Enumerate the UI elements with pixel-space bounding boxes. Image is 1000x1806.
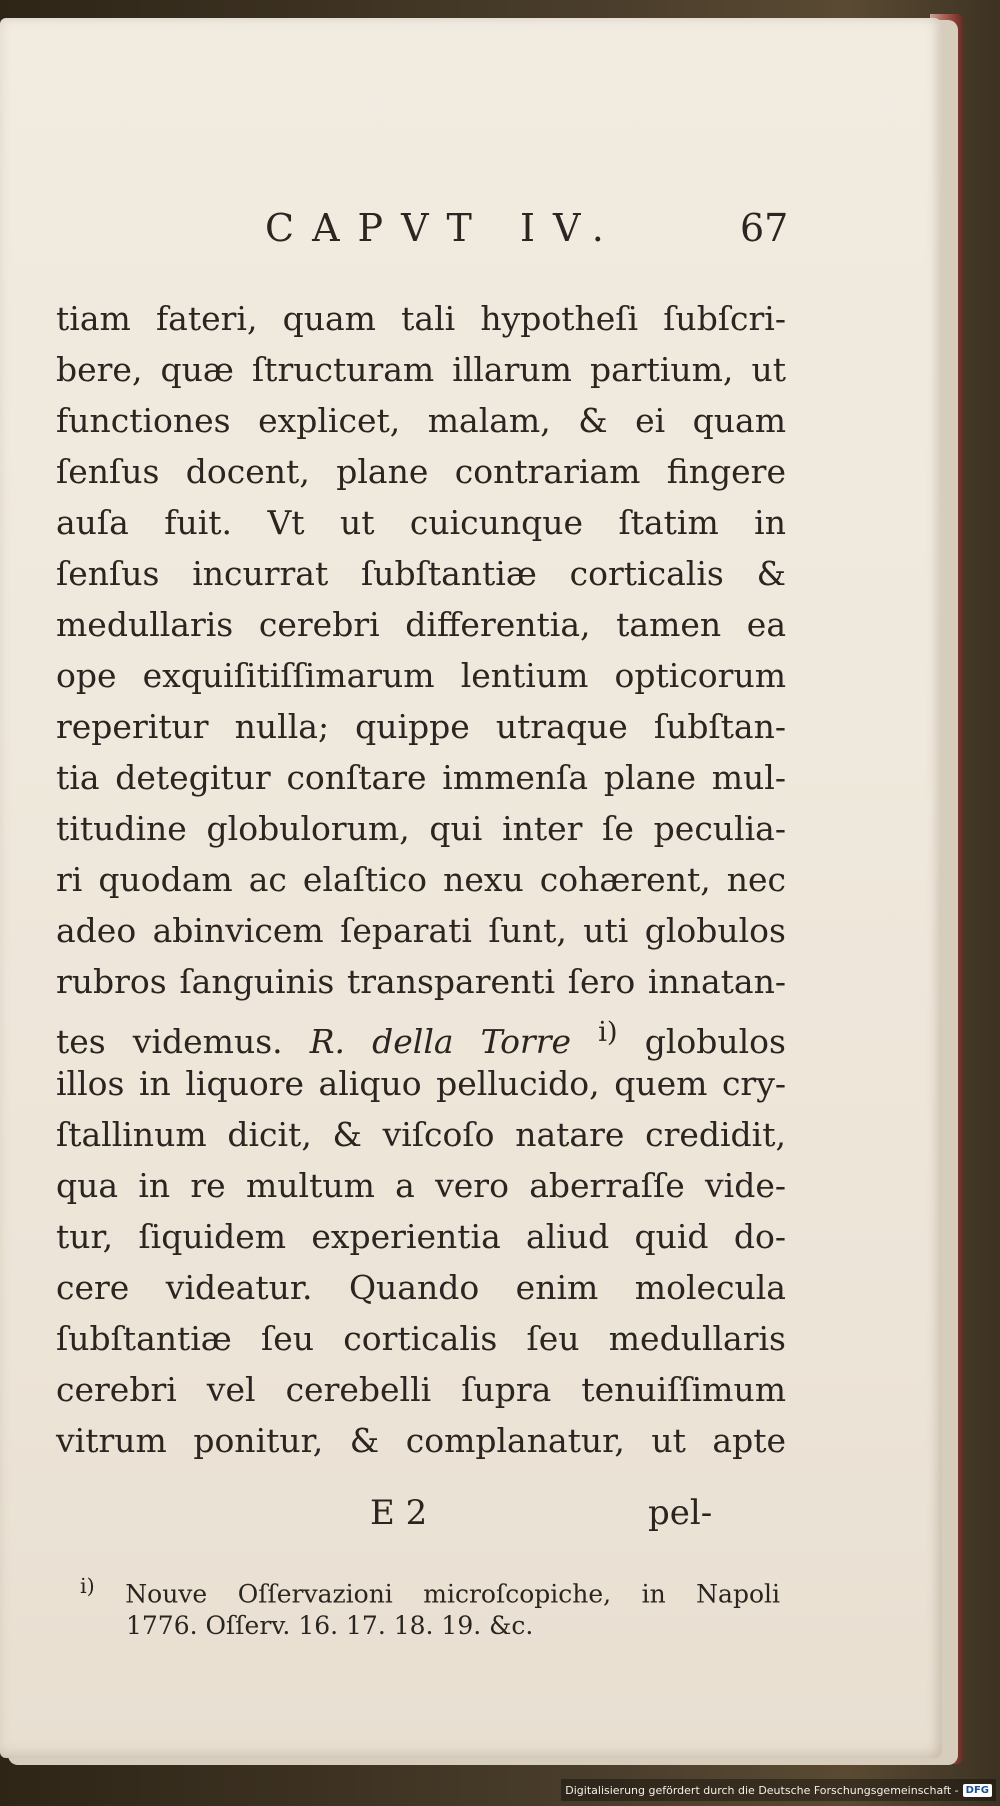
text-line: adeo abinvicem ſeparati ſunt, uti globulos — [56, 911, 786, 950]
text-line: tiam fateri, quam tali hypotheſi ſubſcri- — [56, 299, 786, 338]
page-number: 67 — [740, 206, 789, 250]
footnote-reference: i) — [598, 1016, 618, 1048]
text-line: ſtallinum dicit, & viſcoſo natare credidit, — [56, 1115, 786, 1154]
footnote — [80, 1566, 780, 1646]
text-line: qua in re multum a vero aberraſſe vide- — [56, 1166, 786, 1205]
text-line: auſa fuit. Vt ut cuicunque ſtatim in — [56, 503, 786, 542]
text-line: functiones explicet, malam, & ei quam — [56, 401, 786, 440]
running-head: CAPVT IV. — [265, 206, 622, 250]
digitization-credit — [561, 1779, 996, 1801]
text-line: tur, ſiquidem experientia aliud quid do- — [56, 1217, 786, 1256]
text-line: ope exquiſitiſſimarum lentium opticorum — [56, 656, 786, 695]
text-line: medullaris cerebri differentia, tamen ea — [56, 605, 786, 644]
text-line: bere, quæ ſtructuram illarum partium, ut — [56, 350, 786, 389]
body-text — [56, 293, 786, 1466]
text-segment: globulos — [644, 1022, 786, 1061]
credit-text: Digitalisierung gefördert durch die Deutsche Forschungsgemeinschaft - — [565, 1783, 959, 1797]
text-line: reperitur nulla; quippe utraque ſubſtan- — [56, 707, 786, 746]
signature-mark: E 2 — [370, 1493, 428, 1533]
catchline — [0, 1493, 942, 1541]
book-page — [0, 18, 942, 1758]
text-line: illos in liquore aliquo pellucido, quem cry- — [56, 1064, 786, 1103]
text-line: ſubſtantiæ ſeu corticalis ſeu medullaris — [56, 1319, 786, 1358]
footnote-line: 1776. Oſſerv. 16. 17. 18. 19. &c. — [126, 1611, 534, 1640]
footnote-marker: i) — [80, 1574, 95, 1598]
text-line: titudine globulorum, qui inter ſe peculia- — [56, 809, 786, 848]
text-line: cerebri vel cerebelli ſupra tenuiſſimum — [56, 1370, 786, 1409]
footnote-line — [80, 1566, 780, 1609]
text-line: ſenſus incurrat ſubſtantiæ corticalis & — [56, 554, 786, 593]
text-line: ri quodam ac elaſtico nexu cohærent, nec — [56, 860, 786, 899]
text-line: ſenſus docent, plane contrariam fingere — [56, 452, 786, 491]
cited-author: R. della Torre — [309, 1022, 572, 1061]
text-line-with-citation — [56, 1007, 786, 1061]
text-line: vitrum ponitur, & complanatur, ut apte — [56, 1421, 786, 1460]
footnote-text: Nouve Oſſervazioni microſcopiche, in Napoli — [125, 1579, 780, 1609]
text-line: rubros ſanguinis transparenti ſero innatan- — [56, 962, 786, 1001]
catchword: pel- — [648, 1493, 713, 1533]
text-segment: tes videmus. — [56, 1022, 283, 1061]
dfg-logo-icon: DFG — [963, 1784, 992, 1797]
text-line: cere videatur. Quando enim molecula — [56, 1268, 786, 1307]
page-header — [0, 206, 942, 256]
text-line: tia detegitur conſtare immenſa plane mul- — [56, 758, 786, 797]
